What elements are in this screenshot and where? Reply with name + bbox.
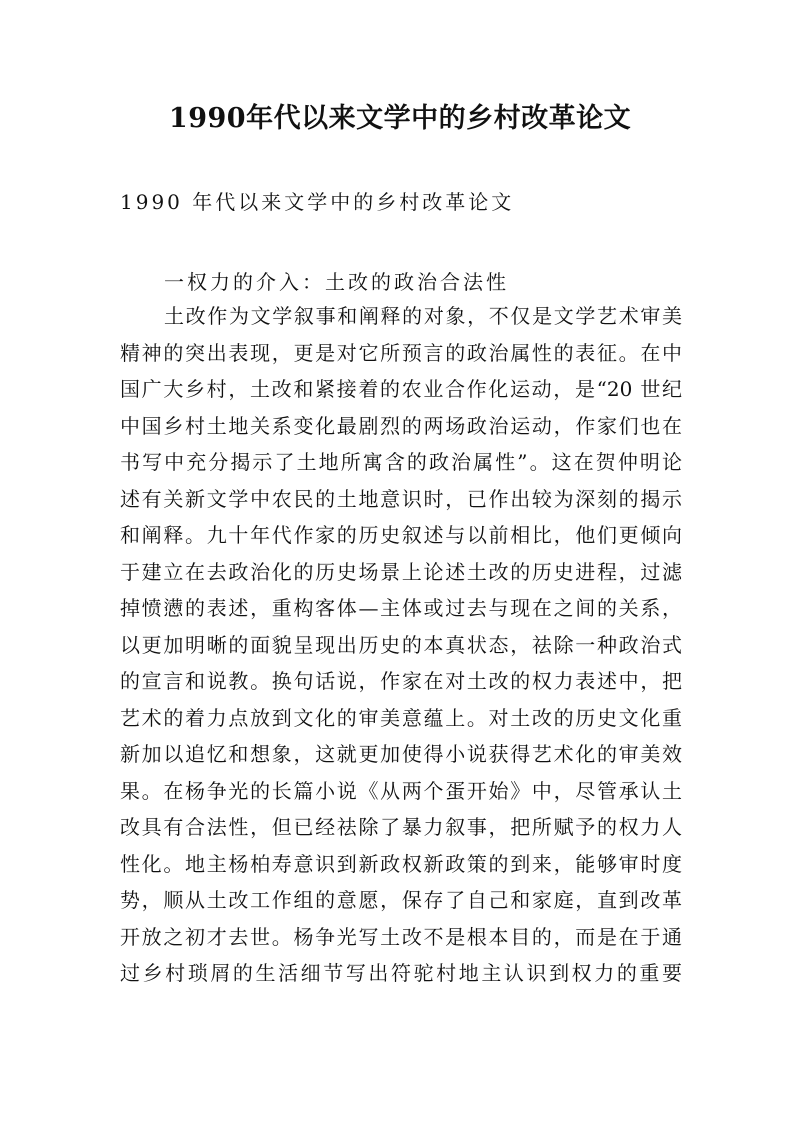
body-text [120,298,682,992]
text-line: 果。在杨争光的长篇小说《从两个蛋开始》中，尽管承认土 [120,778,682,803]
text-line: 新加以追忆和想象，这就更加使得小说获得艺术化的审美效 [120,742,682,766]
text-line: 开放之初才去世。杨争光写土改不是根本目的，而是在于通 [120,924,682,949]
text-line: 势，顺从土改工作组的意愿，保存了自己和家庭，直到改革 [120,888,682,912]
text-line: 中国乡村土地关系变化最剧烈的两场政治运动，作家们也在 [120,413,682,438]
text-line: 于建立在去政治化的历史场景上论述土改的历史进程，过滤 [120,559,682,584]
text-line: 精神的突出表现，更是对它所预言的政治属性的表征。在中 [120,340,682,365]
text-line: 述有关新文学中农民的土地意识时，已作出较为深刻的揭示 [120,486,682,511]
text-line: 以更加明晰的面貌呈现出历史的本真状态，祛除一种政治式 [120,632,682,657]
text-line: 性化。地主杨柏寿意识到新政权新政策的到来，能够审时度 [120,851,682,876]
text-line: 书写中充分揭示了土地所寓含的政治属性”。这在贺仲明论 [120,450,682,474]
text-line: 的宣言和说教。换句话说，作家在对土改的权力表述中，把 [120,669,682,693]
text-line: 掉愤懑的表述，重构客体—主体或过去与现在之间的关系， [120,596,682,620]
text-line: 过乡村琐屑的生活细节写出符驼村地主认识到权力的重要 [120,961,682,985]
document-subtitle: 1990 年代以来文学中的乡村改革论文 [120,190,515,214]
text-line: 改具有合法性，但已经祛除了暴力叙事，把所赋予的权力人 [120,815,682,839]
document-title: 1990年代以来文学中的乡村改革论文 [168,103,632,134]
text-line: 艺术的着力点放到文化的审美意蕴上。对土改的历史文化重 [120,705,682,730]
text-line: 国广大乡村，土改和紧接着的农业合作化运动，是“20 世纪 [120,377,682,401]
text-line: 和阐释。九十年代作家的历史叙述与以前相比，他们更倾向 [120,523,682,547]
section-heading: 一权力的介入：土改的政治合法性 [164,270,509,294]
text-line: 土改作为文学叙事和阐释的对象，不仅是文学艺术审美 [164,304,682,328]
